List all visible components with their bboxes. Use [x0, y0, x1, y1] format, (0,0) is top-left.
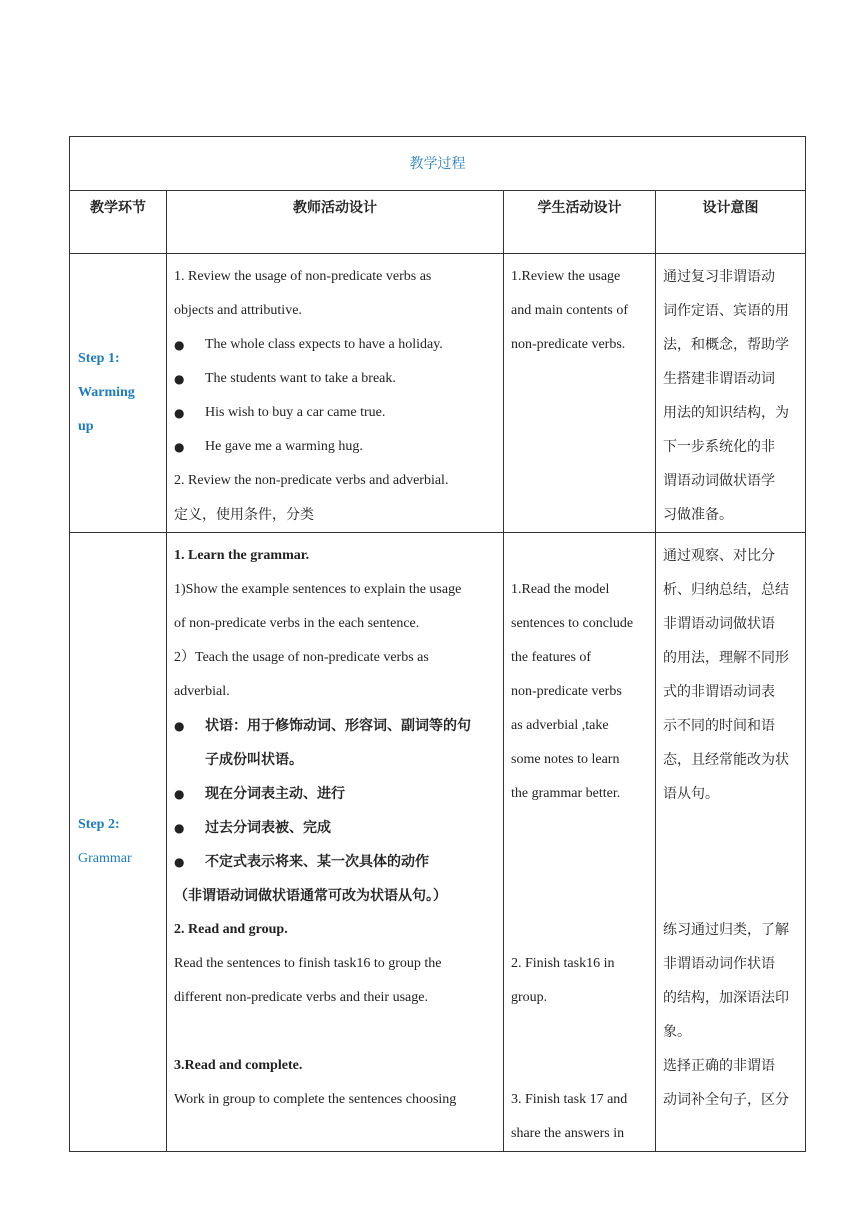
bullet-item: ● His wish to buy a car came true.	[174, 396, 495, 430]
bullet-item: ● The whole class expects to have a holiday.	[174, 328, 495, 362]
step1-teacher-activity: 1. Review the usage of non-predicate verbs as objects and attributive. ● The whole class expects to have a holiday. ● The students want to take a break. ● His wish to buy a car came true. ● He gave me a warming hug. 2. Review the non-predicate verbs and adverbial. 定义，使用条件，分类	[167, 254, 504, 533]
bullet-item: ● 过去分词表被、完成	[174, 811, 495, 845]
header-student-activity: 学生活动设计	[504, 191, 656, 254]
bullet-item: ● 不定式表示将来、某一次具体的动作	[174, 845, 495, 879]
step1-student-activity: 1.Review the usage and main contents of non-predicate verbs.	[504, 254, 656, 533]
step1-design-intent: 通过复习非谓语动 词作定语、宾语的用 法，和概念，帮助学 生搭建非谓语动词 用法的知识结构，为 下一步系统化的非 谓语动词做状语学 习做准备。	[656, 254, 806, 533]
step2-label: Step 2: Grammar	[70, 533, 167, 1152]
bullet-item: ● The students want to take a break.	[174, 362, 495, 396]
header-design-intent: 设计意图	[656, 191, 806, 254]
step2-design-intent: 通过观察、对比分 析、归纳总结，总结 非谓语动词做状语 的用法，理解不同形 式的非谓语动词表 示不同的时间和语 态，且经常能改为状 语从句。 练习通过归类，了解 非谓语动词作状语 的结构，加深语法印 象。 选择正确的非谓语 动词补全句子，区分	[656, 533, 806, 1152]
step2-student-activity: 1.Read the model sentences to conclude the features of non-predicate verbs as adverbial ,take some notes to learn the grammar better. 2. Finish task16 in group. 3. Finish task 17 and share the answers in	[504, 533, 656, 1152]
bullet-item: ● 状语：用于修饰动词、形容词、副词等的句	[174, 709, 495, 743]
bullet-item: ● 现在分词表主动、进行	[174, 777, 495, 811]
step2-teacher-activity: 1. Learn the grammar. 1)Show the example sentences to explain the usage of non-predicate verbs in the each sentence. 2）Teach the usage of non-predicate verbs as adverbial. ● 状语：用于修饰动词、形容词、副词等的句 子成份叫状语。 ● 现在分词表主动、进行 ● 过去分词表被、完成 ● 不定式表示将来、某一次具体的动作 （非谓语动词做状语通常可改为状语从句。） 2. Read and group. Read the sentences to finish task16 to group the different non-predicate verbs and their usage. 3.Read and complete. Work in group to complete the sentences choosing	[167, 533, 504, 1152]
lesson-plan-table	[69, 136, 806, 1152]
header-stage: 教学环节	[70, 191, 167, 254]
bullet-item: ● He gave me a warming hug.	[174, 430, 495, 464]
header-teacher-activity: 教师活动设计	[167, 191, 504, 254]
table-title: 教学过程	[70, 137, 806, 191]
step1-label: Step 1: Warming up	[70, 254, 167, 533]
